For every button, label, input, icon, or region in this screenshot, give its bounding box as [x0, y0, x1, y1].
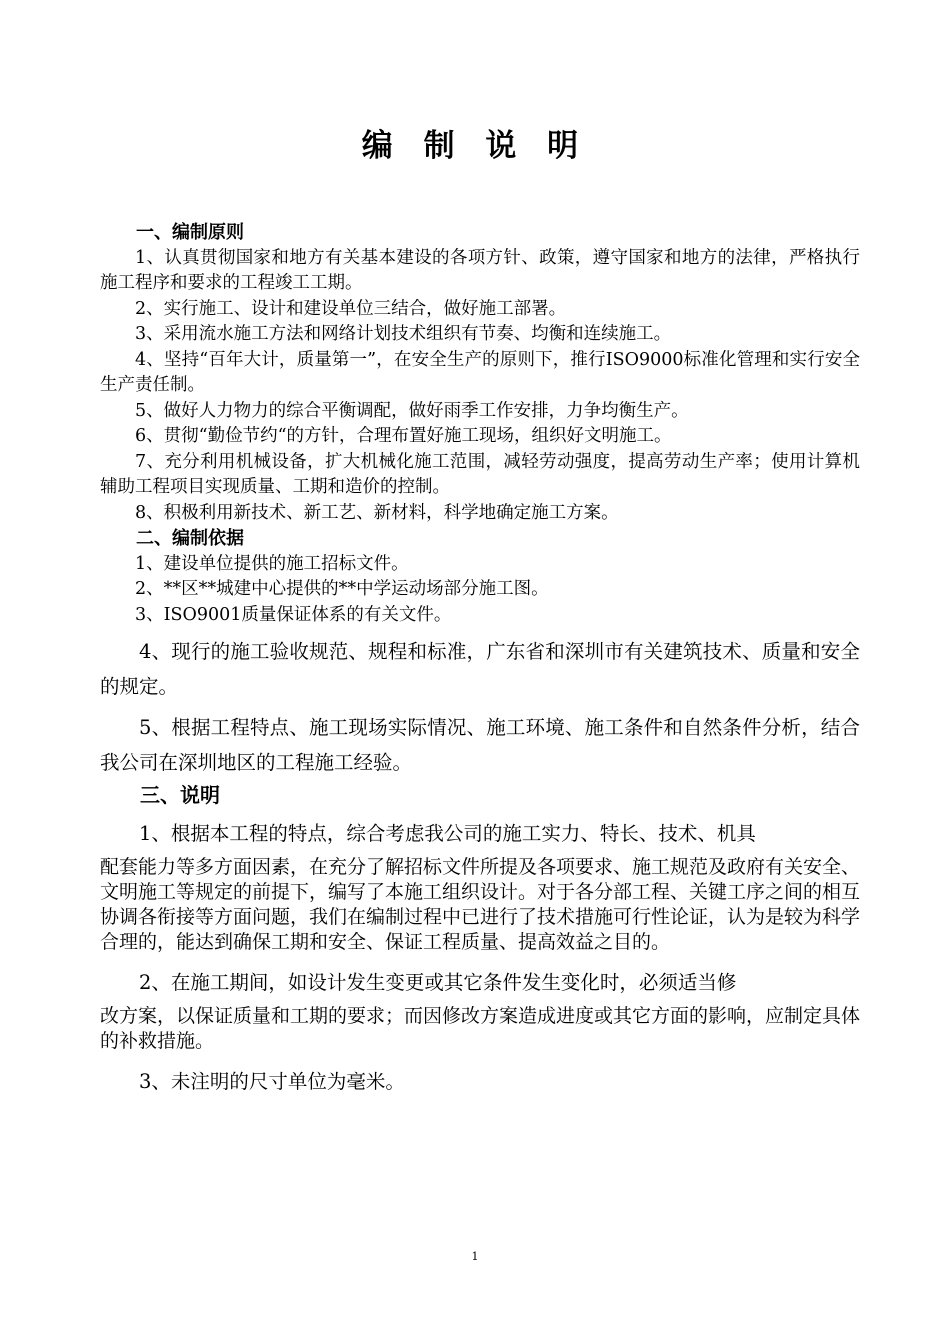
page-number: 1 — [471, 1250, 479, 1263]
section-heading-basis: 二、编制依据 — [136, 528, 244, 549]
principle-item: 7、充分利用机械设备，扩大机械化施工范围，减轻劳动强度，提高劳动生产率；使用计算机辅助工程项目实现质量、工期和造价的控制。 — [100, 451, 860, 497]
section-heading-notes: 三、说明 — [140, 783, 220, 807]
note-item-first-line: 1、根据本工程的特点，综合考虑我公司的施工实力、特长、技术、机具 — [139, 822, 756, 845]
basis-item: 3、ISO9001质量保证体系的有关文件。 — [135, 604, 452, 625]
document-body — [100, 220, 860, 1099]
principle-item: 3、采用流水施工方法和网络计划技术组织有节奏、均衡和连续施工。 — [135, 324, 672, 344]
principle-item: 2、实行施工、设计和建设单位三结合，做好施工部署。 — [135, 298, 567, 319]
page-title: 编 制 说 明 — [361, 128, 589, 164]
principle-item: 1、认真贯彻国家和地方有关基本建设的各项方针、政策，遵守国家和地方的法律，严格执行施工程序和要求的工程竣工工期。 — [100, 247, 860, 293]
note-item-continuation: 配套能力等多方面因素，在充分了解招标文件所提及各项要求、施工规范及政府有关安全、文明施工等规定的前提下，编写了本施工组织设计。对于各分部工程、关键工序之间的相互协调各衔接等方面问题，我们在编制过程中已进行了技术措施可行性论证，认为是较为科学合理的，能达到确保工期和安全、保证工程质量、提高效益之目的。 — [100, 856, 861, 953]
basis-item: 2、**区**城建中心提供的**中学运动场部分施工图。 — [135, 579, 549, 599]
basis-item: 1、建设单位提供的施工招标文件。 — [135, 553, 409, 574]
principle-item: 6、贯彻“勤俭节约“的方针，合理布置好施工现场，组织好文明施工。 — [135, 426, 672, 446]
section-heading-principles: 一、编制原则 — [136, 222, 244, 243]
basis-item: 4、现行的施工验收规范、规程和标准，广东省和深圳市有关建筑技术、质量和安全的规定。 — [100, 640, 860, 698]
principle-item: 8、积极利用新技术、新工艺、新材料，科学地确定施工方案。 — [135, 502, 619, 523]
note-item-first-line: 2、在施工期间，如设计发生变更或其它条件发生变化时，必须适当修 — [139, 971, 737, 994]
principle-item: 5、做好人力物力的综合平衡调配，做好雨季工作安排，力争均衡生产。 — [135, 400, 689, 421]
note-item-continuation: 改方案，以保证质量和工期的要求；而因修改方案造成进度或其它方面的影响，应制定具体的补救措施。 — [100, 1005, 861, 1052]
principle-item: 4、坚持“百年大计，质量第一”，在安全生产的原则下，推行ISO9000标准化管理和实行安全生产责任制。 — [100, 349, 860, 395]
basis-item: 5、根据工程特点、施工现场实际情况、施工环境、施工条件和自然条件分析，结合我公司在深圳地区的工程施工经验。 — [100, 716, 860, 774]
note-item: 3、未注明的尺寸单位为毫米。 — [139, 1070, 405, 1093]
